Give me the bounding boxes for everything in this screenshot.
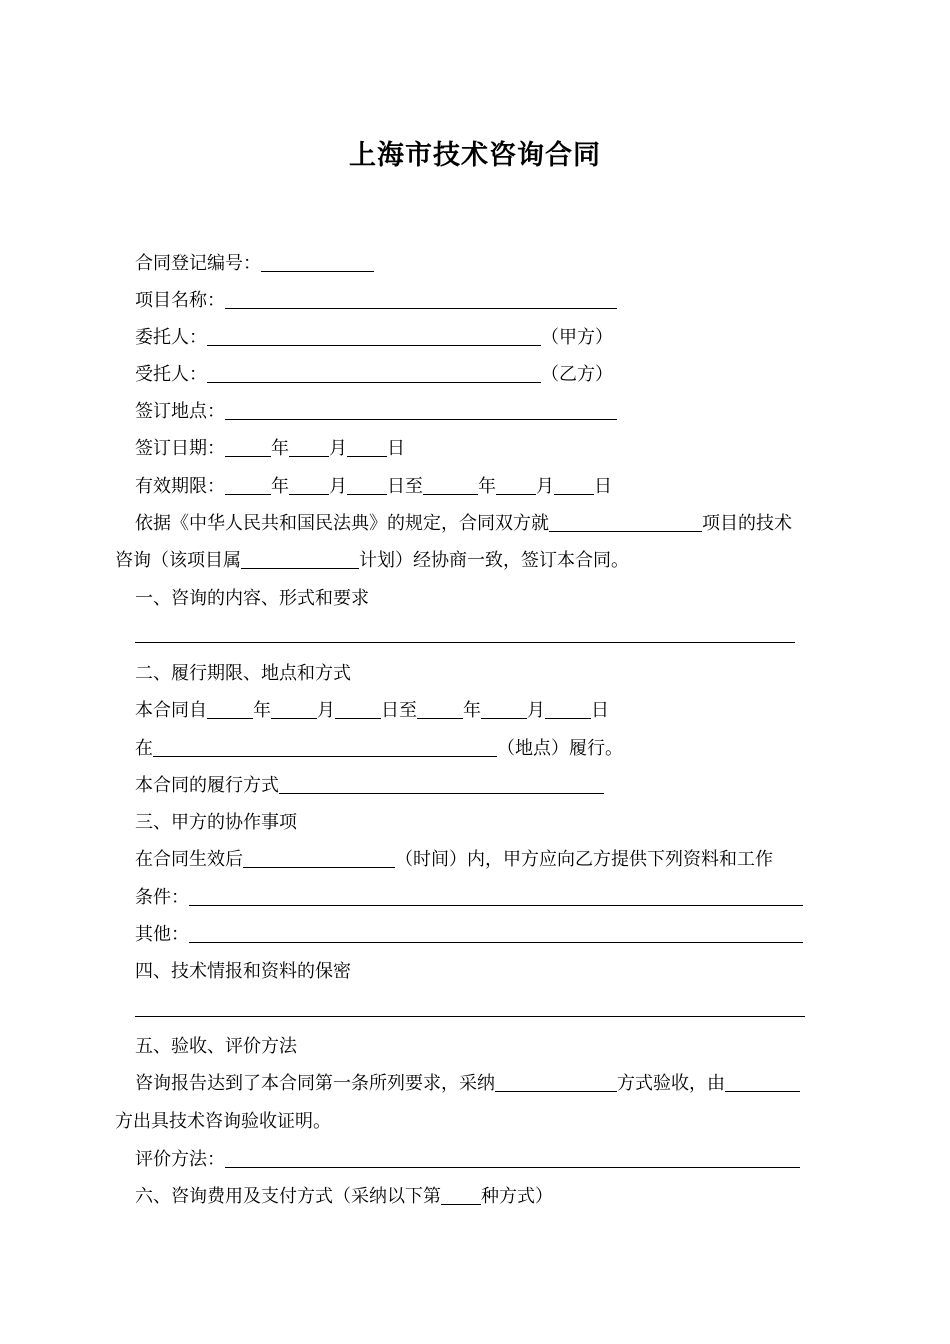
- valid-start-day-blank[interactable]: [347, 476, 387, 495]
- month-label: 月: [329, 438, 347, 459]
- performance-place-label: 在: [135, 738, 153, 759]
- preamble-project-blank[interactable]: [549, 513, 702, 532]
- month-label: 月: [527, 700, 545, 721]
- client-blank[interactable]: [207, 327, 541, 346]
- section-2-heading: 二、履行期限、地点和方式: [135, 663, 351, 684]
- sign-month-blank[interactable]: [289, 438, 329, 457]
- valid-start-month-blank[interactable]: [289, 476, 329, 495]
- section-5-heading: 五、验收、评价方法: [135, 1036, 297, 1057]
- consultant-suffix: （乙方）: [541, 364, 613, 385]
- day-label: 日: [594, 476, 612, 497]
- preamble-text: 项目的技术: [702, 513, 792, 534]
- cooperation-line: [135, 849, 773, 871]
- client-label: 委托人：: [135, 327, 207, 348]
- month-label: 月: [317, 700, 335, 721]
- project-name-blank[interactable]: [225, 290, 617, 309]
- year-label: 年: [271, 438, 289, 459]
- sign-place-line: [135, 401, 617, 423]
- valid-period-label: 有效期限：: [135, 476, 225, 497]
- preamble-text: 咨询（该项目属: [115, 550, 241, 571]
- sign-place-blank[interactable]: [225, 401, 617, 420]
- registration-number-label: 合同登记编号：: [135, 253, 261, 274]
- document-title: 上海市技术咨询合同: [349, 140, 601, 171]
- client-suffix: （甲方）: [541, 327, 613, 348]
- cooperation-prefix: 在合同生效后: [135, 849, 243, 870]
- preamble-text: 计划）经协商一致，签订本合同。: [359, 550, 629, 571]
- client-line: [135, 327, 613, 349]
- performance-place-suffix: （地点）履行。: [497, 738, 623, 759]
- conditions-blank[interactable]: [189, 887, 803, 906]
- day-to-label: 日至: [381, 700, 417, 721]
- performance-method-label: 本合同的履行方式: [135, 775, 279, 796]
- acceptance-text: 咨询报告达到了本合同第一条所列要求，采纳: [135, 1073, 495, 1094]
- sign-date-line: [135, 438, 405, 460]
- preamble-line-1: [135, 513, 792, 535]
- month-label: 月: [329, 476, 347, 497]
- registration-number-line: [135, 253, 374, 275]
- perf-end-day-blank[interactable]: [545, 700, 591, 719]
- valid-end-year-blank[interactable]: [423, 476, 478, 495]
- performance-place-line: [135, 738, 623, 760]
- performance-period-line: [135, 700, 609, 722]
- cooperation-suffix: （时间）内，甲方应向乙方提供下列资料和工作: [395, 849, 773, 870]
- consultant-label: 受托人：: [135, 364, 207, 385]
- year-label: 年: [253, 700, 271, 721]
- perf-start-year-blank[interactable]: [207, 700, 253, 719]
- sign-place-label: 签订地点：: [135, 401, 225, 422]
- perf-end-month-blank[interactable]: [481, 700, 527, 719]
- other-line: [135, 924, 803, 946]
- section-6-prefix: 六、咨询费用及支付方式（采纳以下第: [135, 1186, 441, 1207]
- perf-start-day-blank[interactable]: [335, 700, 381, 719]
- registration-number-blank[interactable]: [261, 253, 374, 272]
- acceptance-line-2: 方出具技术咨询验收证明。: [115, 1111, 331, 1132]
- consultant-blank[interactable]: [207, 364, 541, 383]
- section-1-heading: 一、咨询的内容、形式和要求: [135, 588, 369, 609]
- year-label: 年: [271, 476, 289, 497]
- section-6-heading: [135, 1186, 553, 1208]
- cooperation-time-blank[interactable]: [243, 849, 395, 868]
- other-label: 其他：: [135, 924, 189, 945]
- preamble-line-2: [115, 550, 629, 572]
- acceptance-line-1: [135, 1073, 800, 1095]
- year-label: 年: [478, 476, 496, 497]
- acceptance-party-blank[interactable]: [725, 1073, 800, 1092]
- performance-place-blank[interactable]: [153, 738, 497, 757]
- day-to-label: 日至: [387, 476, 423, 497]
- perf-start-month-blank[interactable]: [271, 700, 317, 719]
- evaluation-label: 评价方法：: [135, 1149, 225, 1170]
- section-1-fill-line[interactable]: [135, 642, 795, 643]
- conditions-line: [135, 887, 803, 909]
- valid-start-year-blank[interactable]: [225, 476, 271, 495]
- sign-year-blank[interactable]: [225, 438, 271, 457]
- section-4-fill-line[interactable]: [135, 1016, 805, 1017]
- valid-end-day-blank[interactable]: [554, 476, 594, 495]
- valid-end-month-blank[interactable]: [496, 476, 536, 495]
- payment-option-blank[interactable]: [441, 1186, 481, 1205]
- performance-method-line: [135, 775, 604, 797]
- other-blank[interactable]: [189, 924, 803, 943]
- preamble-plan-blank[interactable]: [241, 550, 359, 569]
- section-4-heading: 四、技术情报和资料的保密: [135, 961, 351, 982]
- project-name-label: 项目名称：: [135, 290, 225, 311]
- month-label: 月: [536, 476, 554, 497]
- consultant-line: [135, 364, 613, 386]
- project-name-line: [135, 290, 617, 312]
- section-6-suffix: 种方式）: [481, 1186, 553, 1207]
- section-3-heading: 三、甲方的协作事项: [135, 812, 297, 833]
- sign-day-blank[interactable]: [347, 438, 387, 457]
- sign-date-label: 签订日期：: [135, 438, 225, 459]
- perf-end-year-blank[interactable]: [417, 700, 463, 719]
- performance-method-blank[interactable]: [279, 775, 604, 794]
- day-label: 日: [591, 700, 609, 721]
- year-label: 年: [463, 700, 481, 721]
- evaluation-blank[interactable]: [225, 1149, 800, 1168]
- acceptance-method-blank[interactable]: [495, 1073, 617, 1092]
- performance-period-label: 本合同自: [135, 700, 207, 721]
- acceptance-text: 方式验收，由: [617, 1073, 725, 1094]
- day-label: 日: [387, 438, 405, 459]
- valid-period-line: [135, 476, 612, 498]
- evaluation-line: [135, 1149, 800, 1171]
- preamble-text: 依据《中华人民共和国民法典》的规定，合同双方就: [135, 513, 549, 534]
- conditions-label: 条件：: [135, 887, 189, 908]
